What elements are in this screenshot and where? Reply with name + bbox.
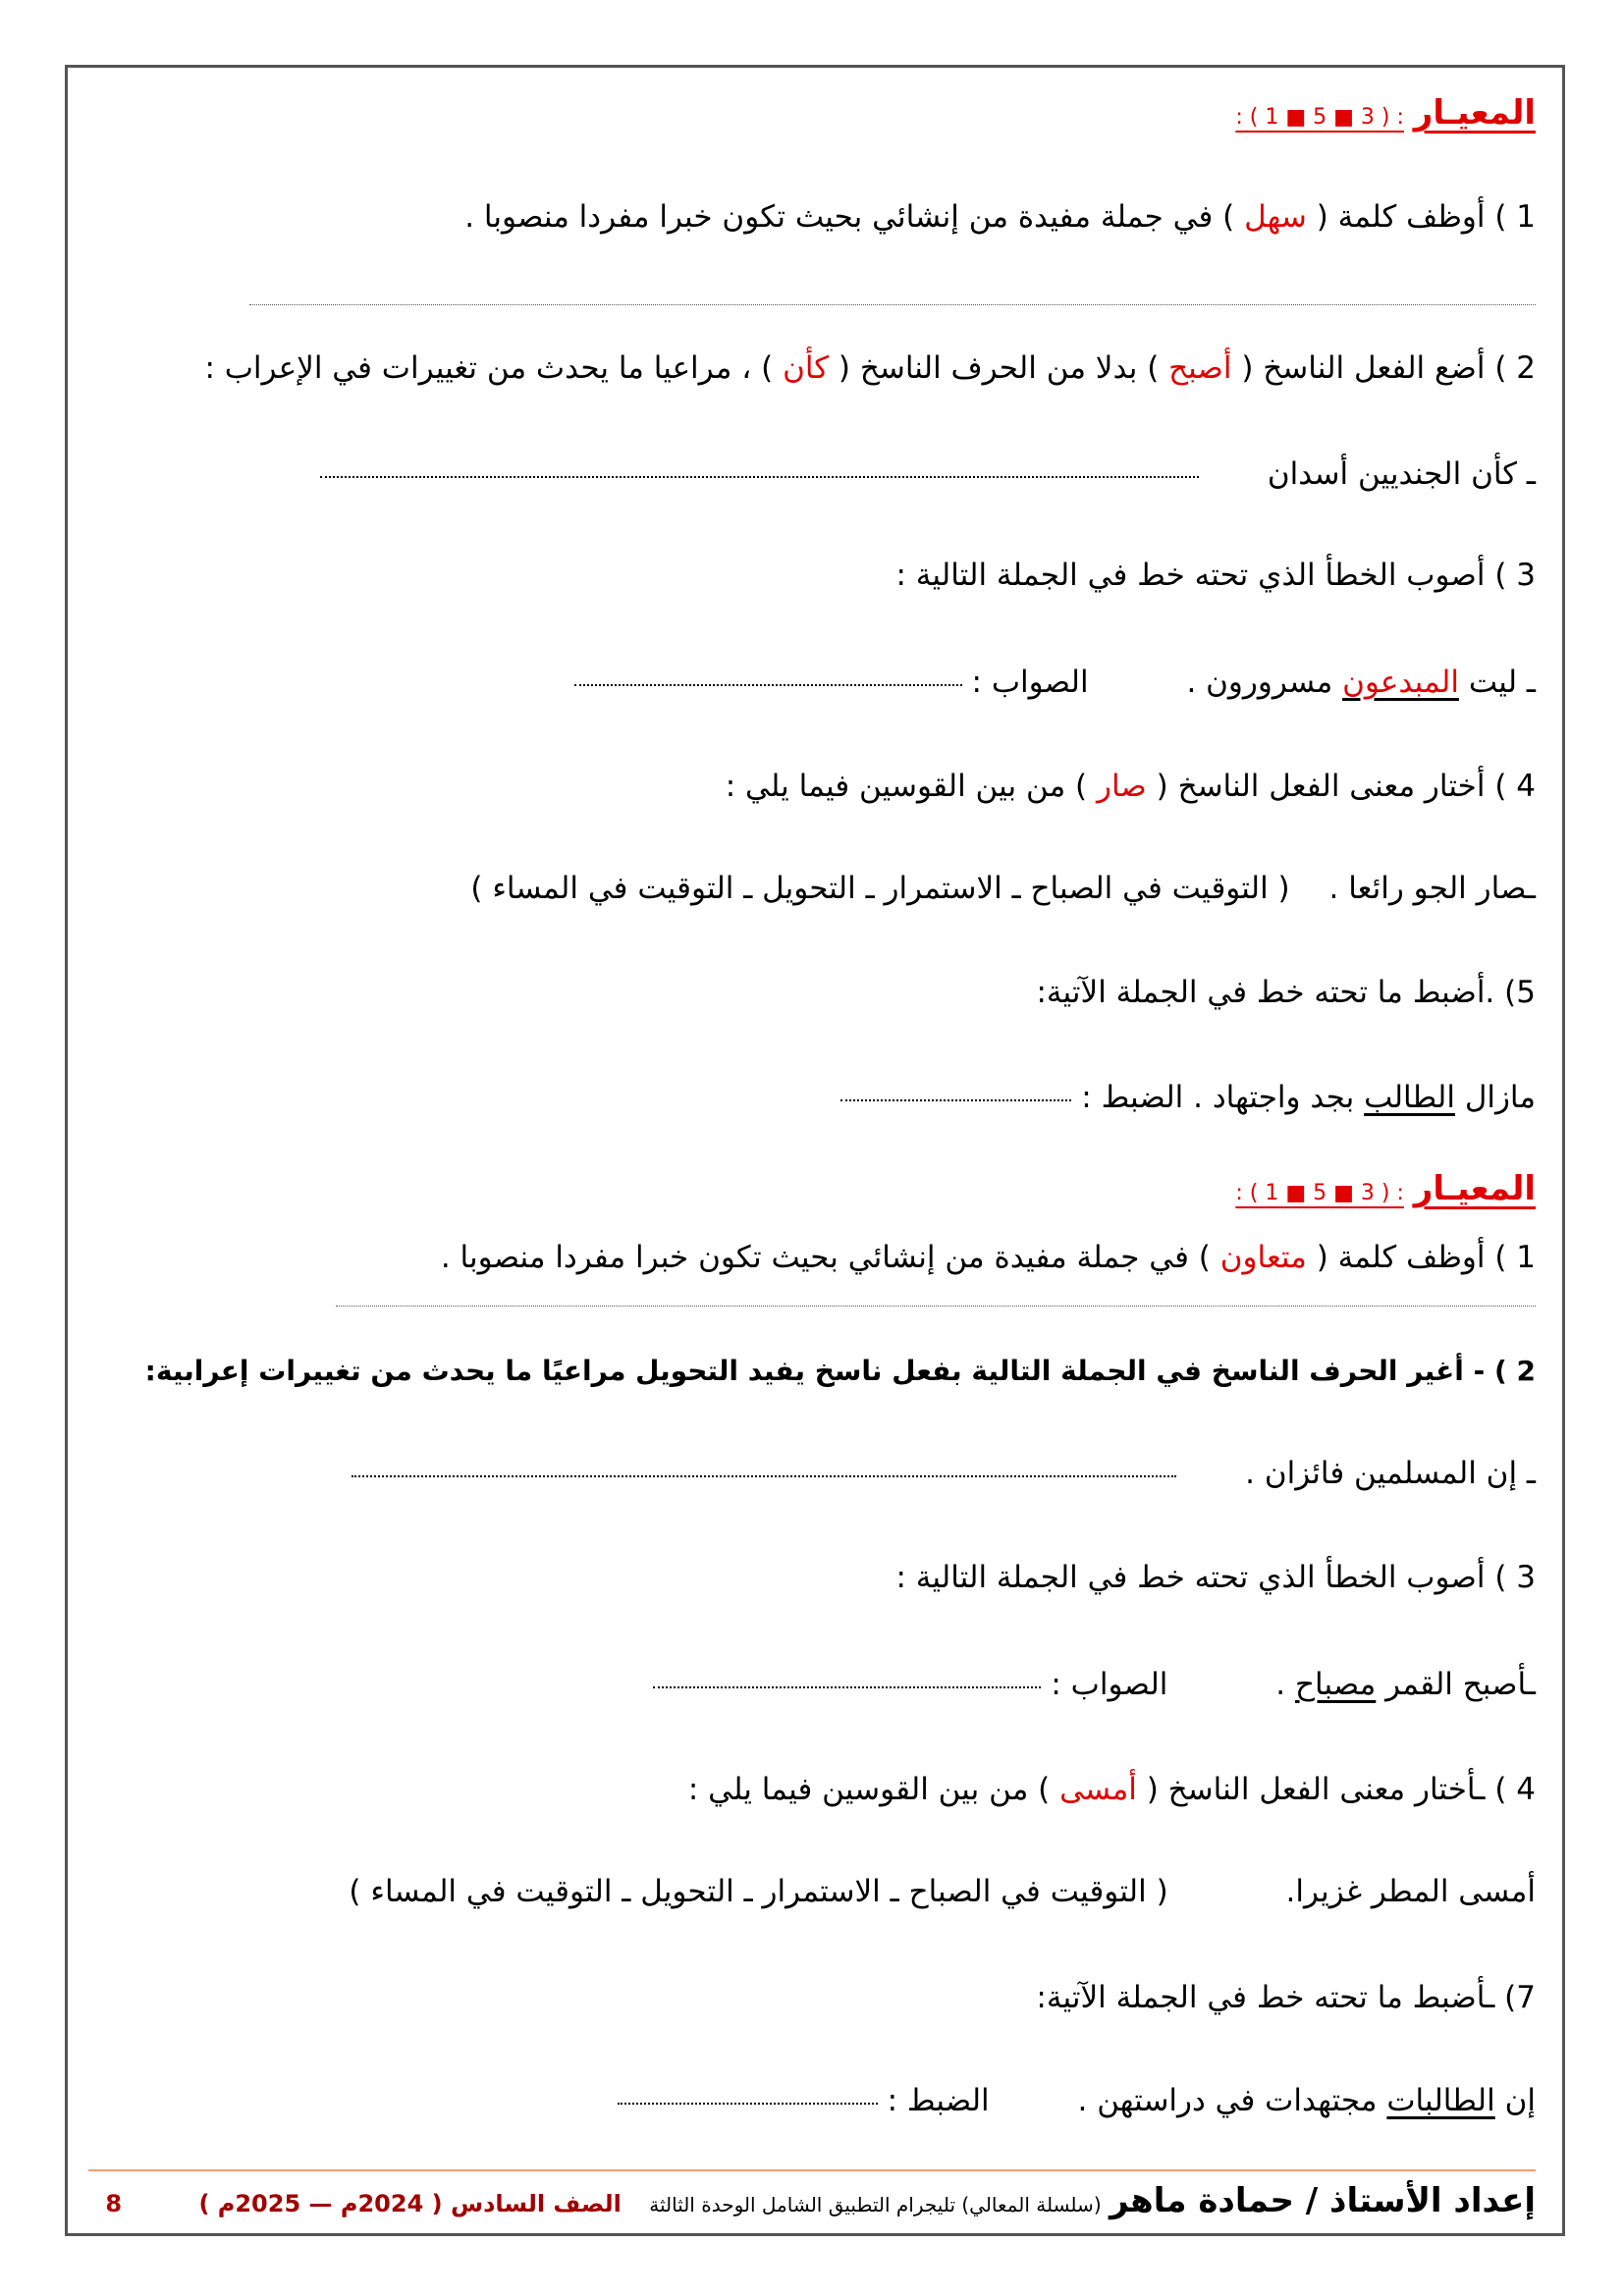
question-1-5: 5) .أضبط ما تحته خط في الجملة الآتية:: [1036, 975, 1536, 1010]
error-word: المبدعون: [1342, 665, 1459, 700]
answer-line[interactable]: [249, 304, 1536, 305]
question-2-4: 4 ) ـأختار معنى الفعل الناسخ ( أمسى ) من بين القوسين فيما يلي :: [687, 1772, 1536, 1807]
error-word: مصباح: [1294, 1667, 1377, 1702]
question-2-4-options: أمسى المطر غزيرا. ( التوقيت في الصباح ـ الاستمرار ـ التحويل ـ التوقيت في المساء ): [349, 1874, 1536, 1909]
footer-series: (سلسلة المعالي) تليجرام التطبيق الشامل الوحدة الثالثة: [649, 2193, 1102, 2216]
footer-grade: الصف السادس ( 2024م — 2025م ): [198, 2190, 622, 2217]
question-2-5-sentence: إن الطالبات مجتهدات في دراستهن . الضبط :: [618, 2078, 1536, 2123]
answer-dots[interactable]: [653, 1684, 1041, 1688]
question-1-3-sentence: ـ ليت المبدعون مسرورون . الصواب :: [574, 660, 1536, 705]
criterion-heading-1: المعيـار : ( 3 ■ 5 ■ 1 ) :: [1235, 93, 1536, 133]
question-1-5-sentence: مازال الطالب بجد واجتهاد . الضبط :: [840, 1075, 1536, 1120]
question-2-1: 1 ) أوظف كلمة ( متعاون ) في جملة مفيدة من إنشائي بحيث تكون خبرا مفردا منصوبا .: [440, 1240, 1536, 1275]
question-1-3: 3 ) أصوب الخطأ الذي تحته خط في الجملة التالية :: [895, 558, 1536, 593]
underlined-word: الطالبات: [1386, 2083, 1495, 2118]
question-1-1: 1 ) أوظف كلمة ( سهل ) في جملة مفيدة من إنشائي بحيث تكون خبرا مفردا منصوبا .: [464, 199, 1536, 235]
question-1-4: 4 ) أختار معنى الفعل الناسخ ( صار ) من بين القوسين فيما يلي :: [725, 769, 1536, 804]
answer-line[interactable]: [336, 1306, 1536, 1307]
question-2-3: 3 ) أصوب الخطأ الذي تحته خط في الجملة التالية :: [895, 1560, 1536, 1595]
answer-dots[interactable]: [840, 1097, 1071, 1101]
question-2-2: 2 ) - أغير الحرف الناسخ في الجملة التالية بفعل ناسخ يفيد التحويل مراعيًا ما يحدث من تغييرات إعرابية:: [144, 1355, 1536, 1387]
question-1-2-sentence: ـ كأن الجنديين أسدان: [320, 452, 1536, 497]
footer-rule: [88, 2169, 1536, 2171]
question-2-3-sentence: ـأصبح القمر مصباح . الصواب :: [653, 1662, 1536, 1707]
question-2-2-sentence: ـ إن المسلمين فائزان .: [352, 1451, 1536, 1496]
question-1-2: 2 ) أضع الفعل الناسخ ( أصبح ) بدلا من الحرف الناسخ ( كأن ) ، مراعيا ما يحدث من تغييرات في الإعراب :: [204, 350, 1536, 386]
answer-dots[interactable]: [352, 1473, 1176, 1477]
question-1-4-options: ـصار الجو رائعا . ( التوقيت في الصباح ـ الاستمرار ـ التحويل ـ التوقيت في المساء ): [470, 871, 1536, 906]
question-2-5: 7) ـأضبط ما تحته خط في الجملة الآتية:: [1036, 1980, 1536, 2015]
answer-dots[interactable]: [618, 2101, 878, 2105]
underlined-word: الطالب: [1364, 1080, 1455, 1115]
answer-dots[interactable]: [320, 474, 1199, 478]
footer: [105, 2181, 1536, 2220]
criterion-heading-2: المعيـار : ( 3 ■ 5 ■ 1 ) :: [1235, 1169, 1536, 1208]
page-number: 8: [105, 2190, 123, 2217]
answer-dots[interactable]: [574, 682, 962, 686]
footer-author: إعداد الأستاذ / حمادة ماهر: [1109, 2181, 1536, 2220]
